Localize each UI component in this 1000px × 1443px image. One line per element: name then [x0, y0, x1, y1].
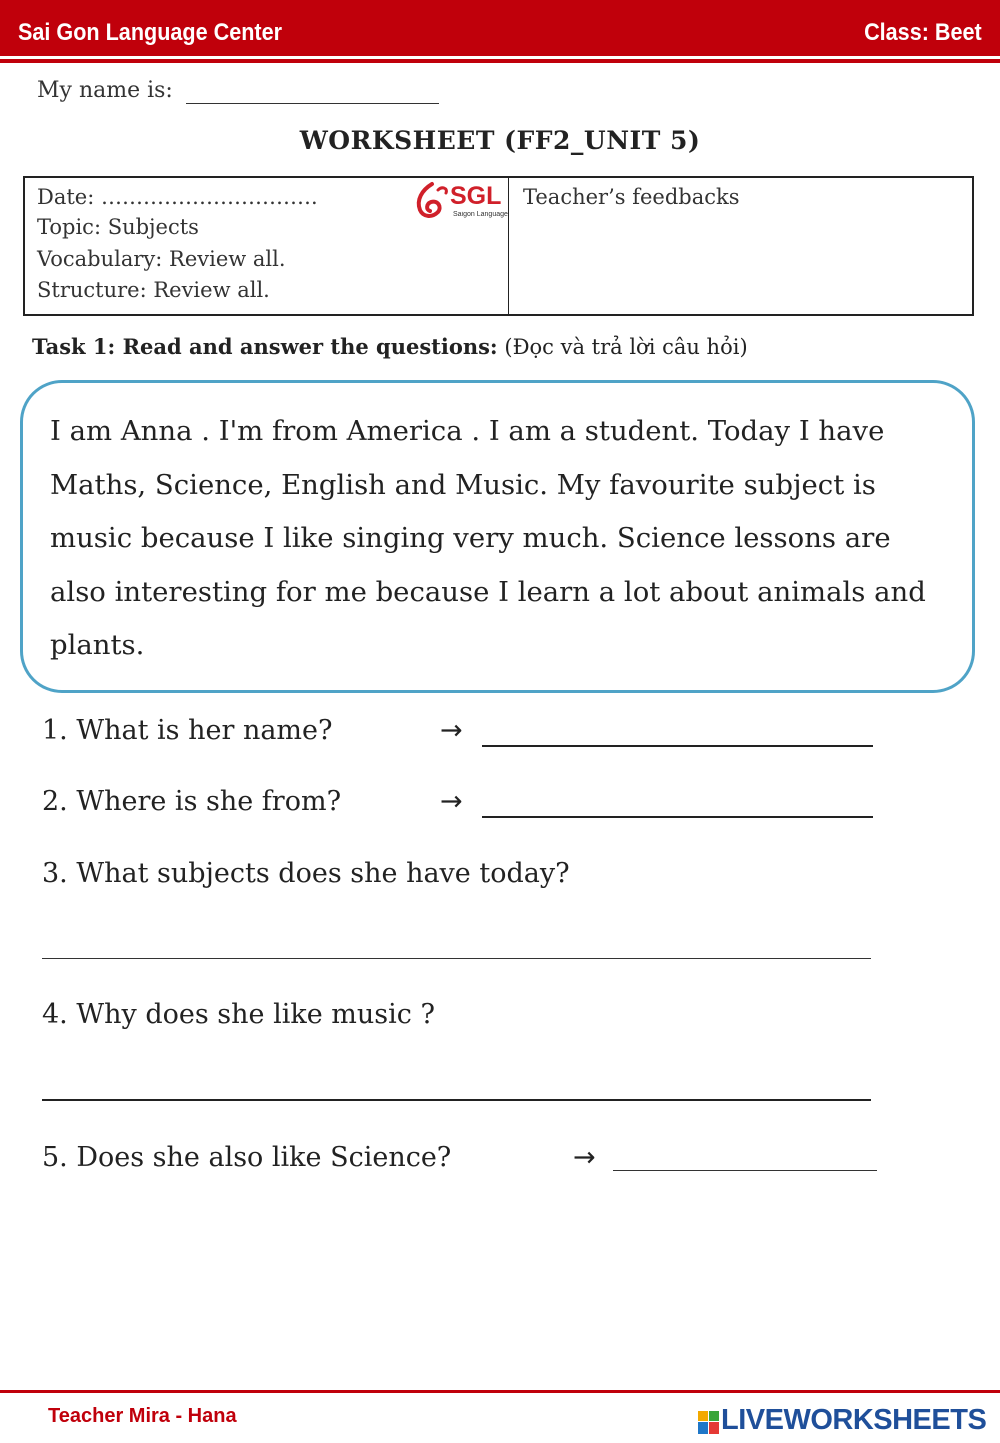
passage-line: also interesting for me because I learn a lot about animals and: [50, 575, 926, 608]
structure-line: Structure: Review all.: [37, 278, 270, 302]
question-5: 5. Does she also like Science?: [42, 1142, 452, 1173]
answer-line-2[interactable]: [482, 816, 873, 818]
topic-line: Topic: Subjects: [37, 215, 199, 239]
answer-line-3[interactable]: [42, 958, 871, 959]
logo-subtext: Saigon Language: [453, 211, 508, 218]
answer-line-4[interactable]: [42, 1099, 871, 1101]
teacher-name: Teacher Mira - Hana: [48, 1405, 237, 1427]
liveworksheets-brand[interactable]: LIVEWORKSHEETS: [721, 1404, 987, 1436]
question-3: 3. What subjects does she have today?: [42, 858, 570, 889]
name-label: My name is:: [37, 78, 173, 103]
class-label: Class: Beet: [864, 19, 982, 46]
task-title: Task 1: Read and answer the questions:: [32, 334, 498, 359]
answer-line-1[interactable]: [482, 745, 873, 747]
task-translation: (Đọc và trả lời câu hỏi): [504, 335, 748, 359]
vocabulary-line: Vocabulary: Review all.: [37, 247, 286, 271]
passage-line: Maths, Science, English and Music. My favourite subject is: [50, 468, 876, 501]
name-answer-line[interactable]: [186, 103, 439, 104]
task-heading: [32, 334, 748, 359]
arrow-icon: →: [573, 1142, 596, 1173]
question-2: 2. Where is she from?: [42, 786, 342, 817]
teacher-feedback-label: Teacher’s feedbacks: [523, 185, 740, 209]
answer-line-5[interactable]: [613, 1170, 877, 1171]
question-4: 4. Why does she like music ?: [42, 999, 435, 1030]
passage-line: I am Anna . I'm from America . I am a student. Today I have: [50, 415, 885, 447]
worksheet-title: WORKSHEET (FF2_UNIT 5): [299, 126, 701, 155]
arrow-icon: →: [440, 786, 463, 817]
arrow-icon: →: [440, 715, 463, 746]
reading-passage: [50, 405, 965, 673]
date-line: Date: ………………………….: [37, 185, 318, 209]
logo-text: SGL: [450, 182, 502, 210]
question-1: 1. What is her name?: [42, 715, 333, 746]
center-name: Sai Gon Language Center: [18, 19, 283, 46]
liveworksheets-logo-icon: [698, 1411, 720, 1435]
header-rule: [0, 59, 1000, 63]
passage-line: plants.: [50, 629, 145, 661]
passage-line: music because I like singing very much. Science lessons are: [50, 522, 891, 554]
footer-rule: [0, 1390, 1000, 1393]
